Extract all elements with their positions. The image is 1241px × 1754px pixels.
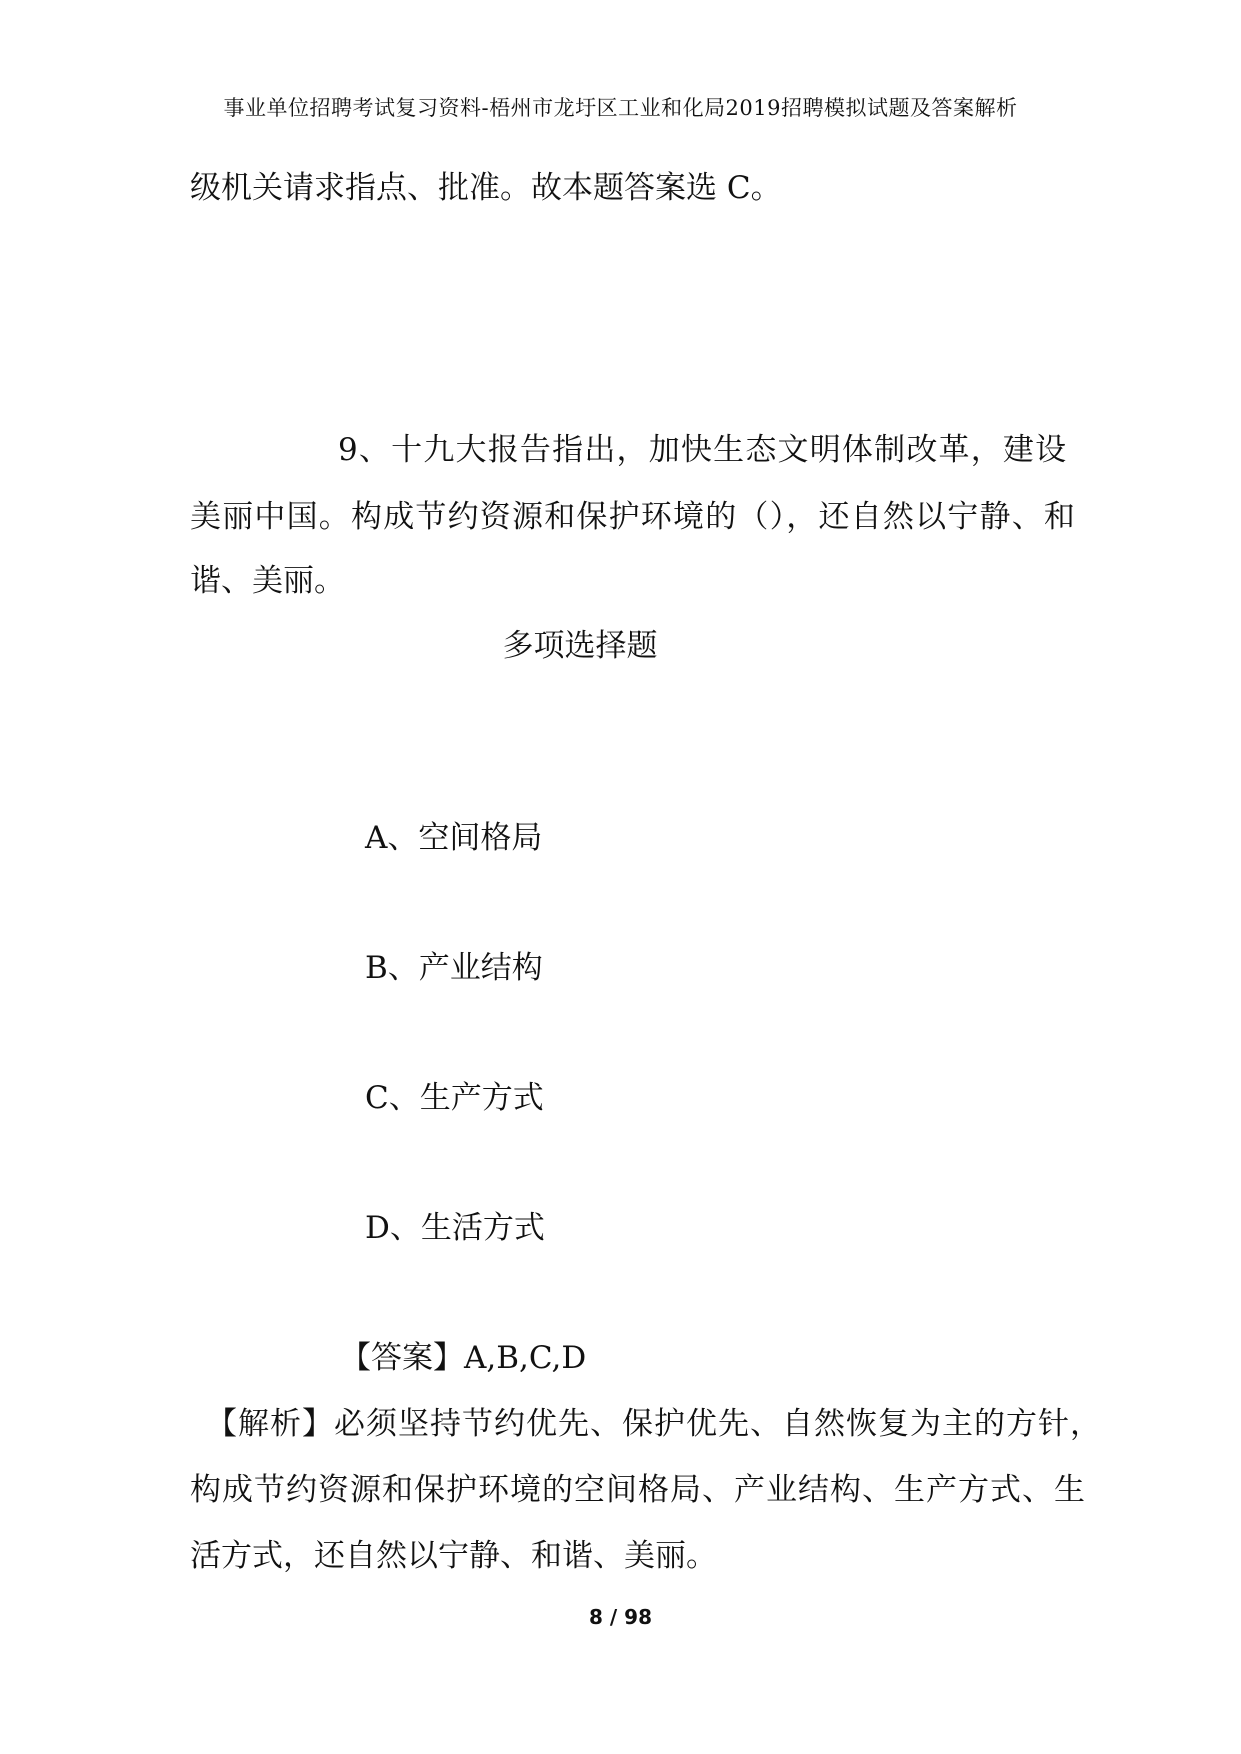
question-type: 多项选择题 [502,628,658,664]
question-text-line-1: 9、十九大报告指出，加快生态文明体制改革，建设 [338,432,1068,468]
explanation-line-3: 活方式，还自然以宁静、和谐、美丽。 [190,1538,717,1574]
option-d: D、生活方式 [365,1210,545,1246]
explanation-line-2: 构成节约资源和保护环境的空间格局、产业结构、生产方式、生 [190,1472,1086,1508]
answer: 【答案】A,B,C,D [340,1340,587,1376]
question-text-line-3: 谐、美丽。 [190,563,345,599]
page-number: 8 / 98 [589,1605,652,1629]
option-a: A、空间格局 [365,820,543,856]
explanation-line-1: 【解析】必须坚持节约优先、保护优先、自然恢复为主的方针， [206,1406,1102,1442]
option-b: B、产业结构 [365,950,543,986]
previous-explanation-tail: 级机关请求指点、批准。故本题答案选 C。 [190,170,782,206]
option-c: C、生产方式 [365,1080,544,1116]
question-text-line-2: 美丽中国。构成节约资源和保护环境的（），还自然以宁静、和 [190,499,1077,535]
page-header: 事业单位招聘考试复习资料-梧州市龙圩区工业和化局2019招聘模拟试题及答案解析 [223,96,1018,120]
